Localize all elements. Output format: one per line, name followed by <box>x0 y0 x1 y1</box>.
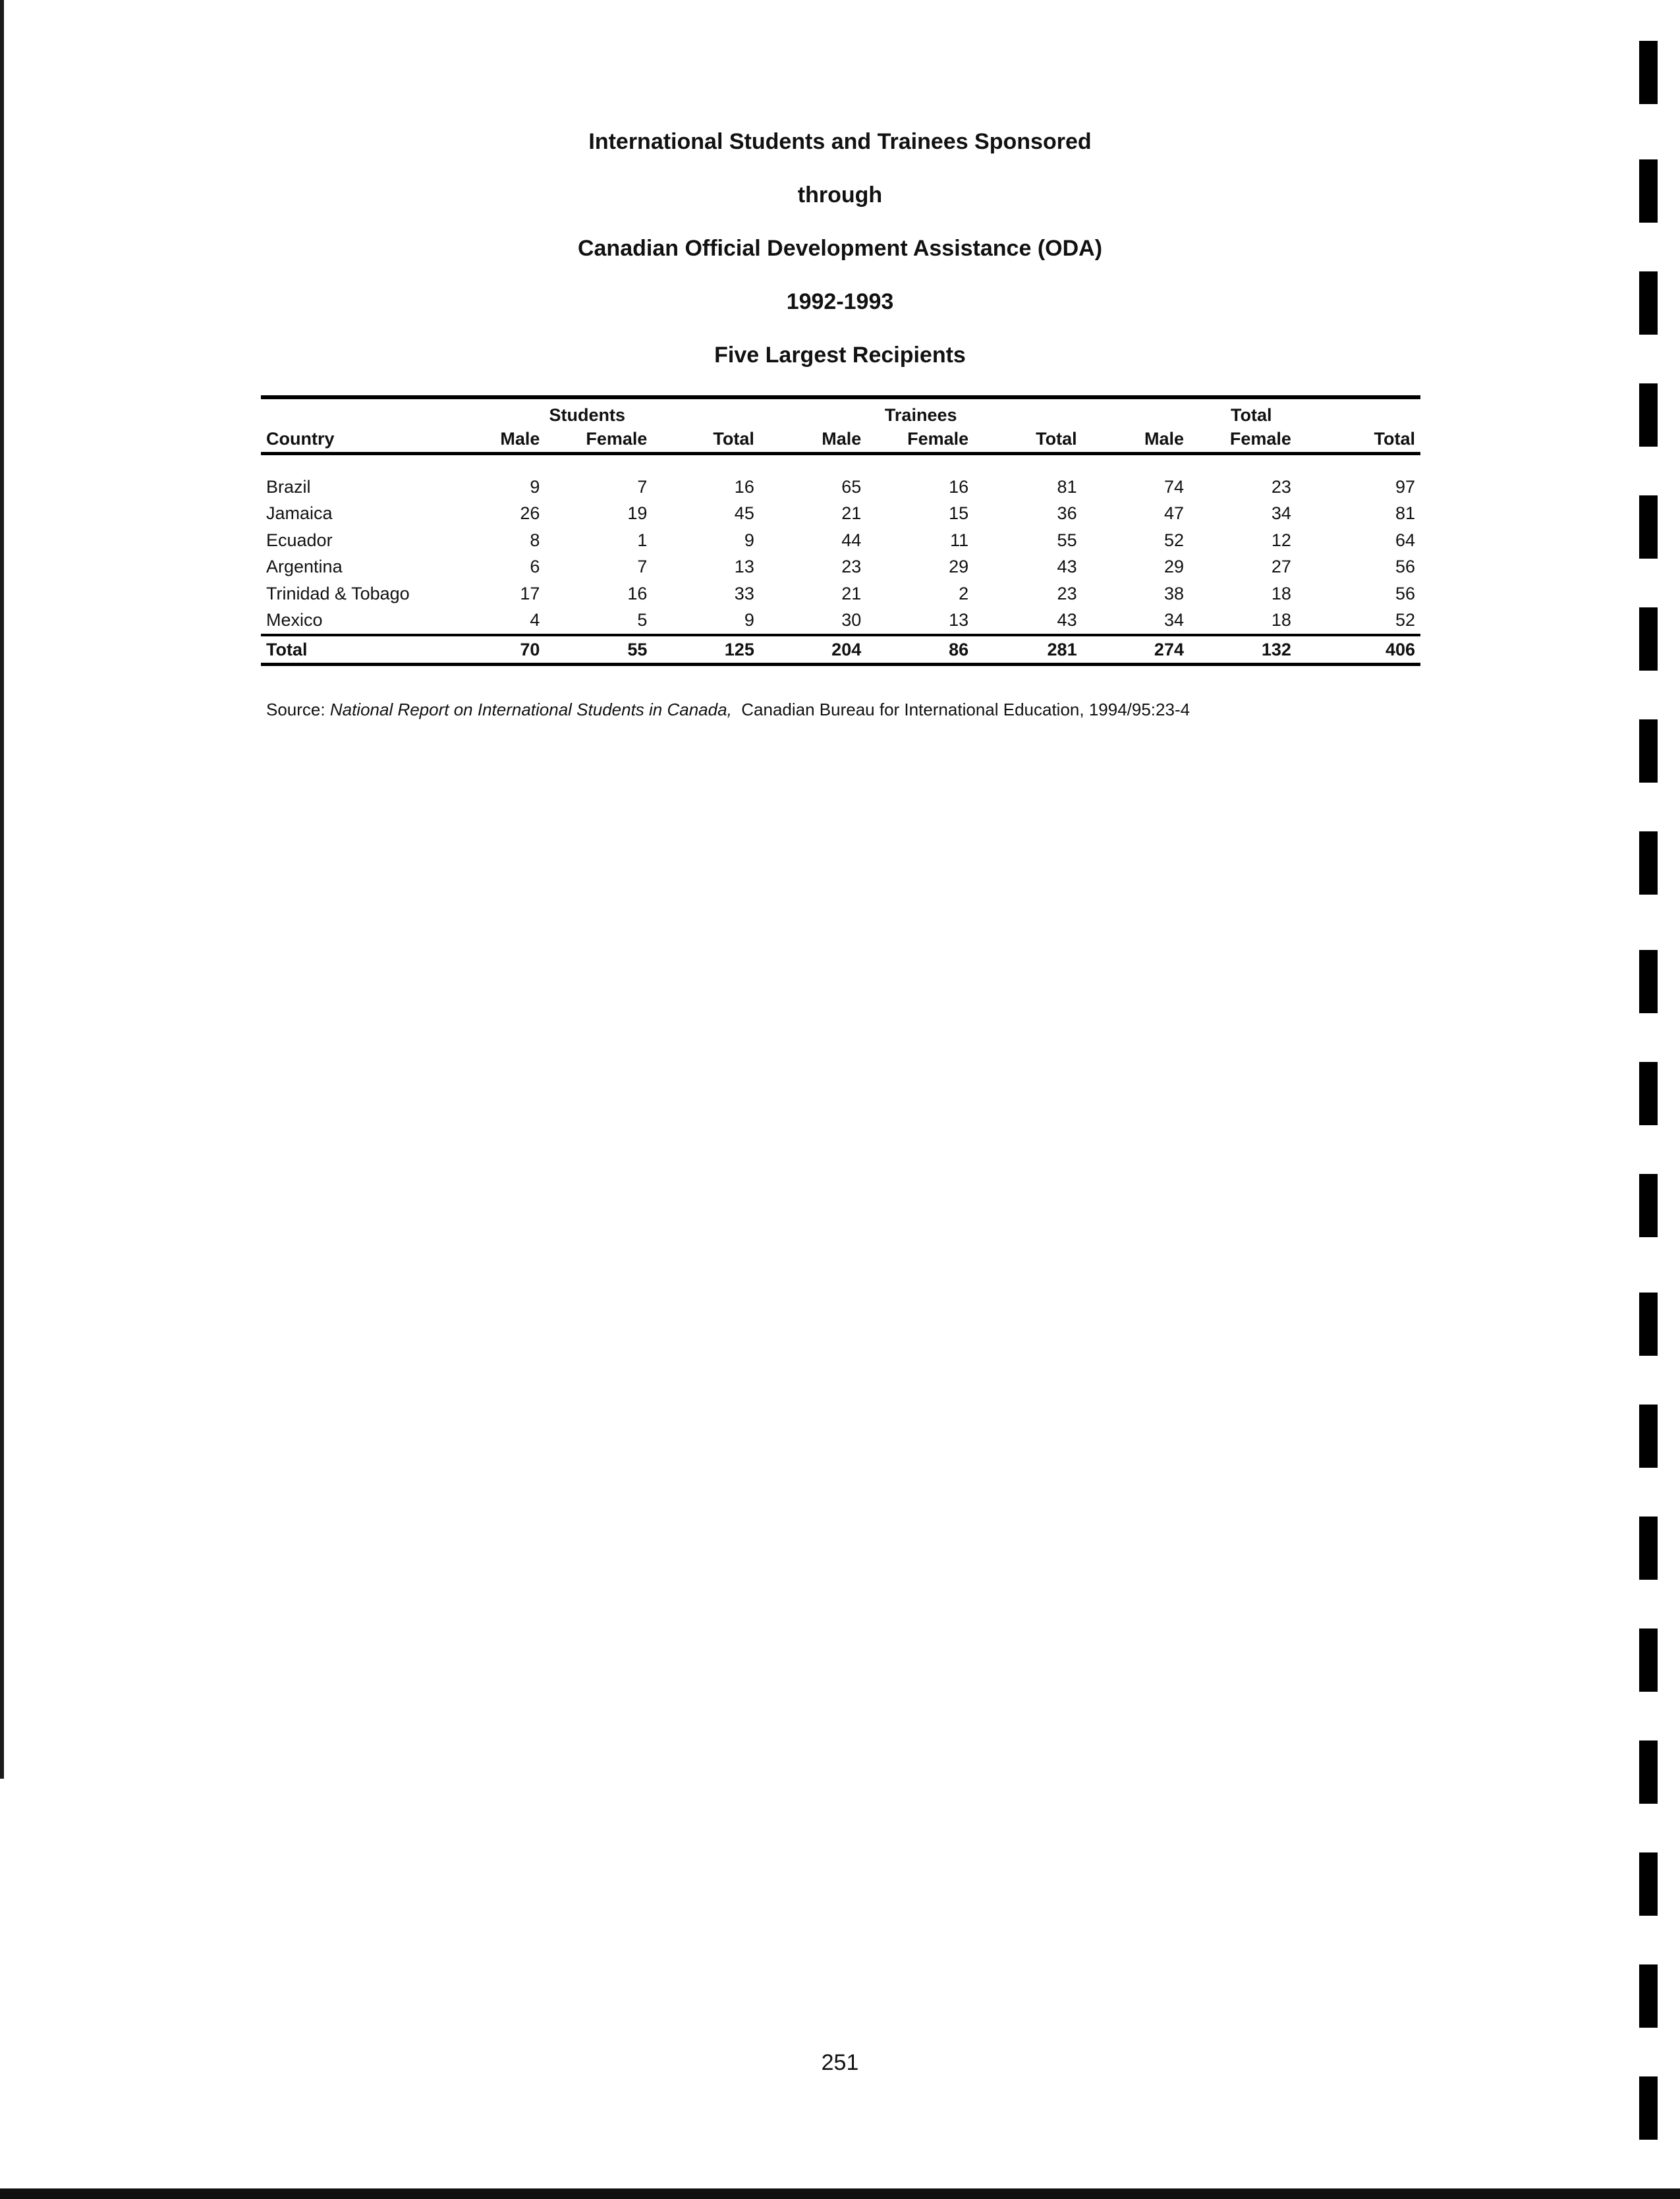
column-header: Total <box>1036 428 1077 449</box>
table-row <box>261 474 1420 501</box>
column-header: Total <box>1374 428 1415 449</box>
total-cell: 204 <box>831 639 862 659</box>
table-cell: 15 <box>949 503 969 524</box>
source-note <box>266 700 1190 720</box>
table-cell: 9 <box>530 476 540 497</box>
table-cell: 43 <box>1057 610 1077 630</box>
table-cell-country: Mexico <box>266 610 323 630</box>
table-cell: 74 <box>1163 476 1184 497</box>
column-header: Male <box>822 428 862 449</box>
table-cell: 16 <box>734 476 754 497</box>
spacer-row <box>261 454 1420 474</box>
table-title: Five Largest Recipients <box>714 343 966 368</box>
table-cell: 21 <box>841 503 862 524</box>
table-cell: 30 <box>841 610 862 630</box>
table-bottom-rule <box>261 663 1420 666</box>
table-cell: 26 <box>520 503 540 524</box>
group-header-students: Students <box>549 405 625 425</box>
binding-mark <box>1639 831 1658 895</box>
total-cell: 132 <box>1261 639 1291 659</box>
total-cell: 70 <box>520 639 540 659</box>
binding-mark <box>1639 950 1658 1013</box>
table-row <box>261 580 1420 607</box>
scan-edge-left <box>0 0 4 1779</box>
table-cell: 81 <box>1395 503 1415 524</box>
group-header-blank <box>261 399 415 426</box>
table-cell: 18 <box>1271 583 1291 603</box>
binding-mark <box>1639 1174 1658 1237</box>
table-cell: 11 <box>950 530 969 550</box>
table-cell: 34 <box>1271 503 1291 524</box>
table-cell: 52 <box>1395 610 1415 630</box>
binding-mark <box>1639 1062 1658 1125</box>
total-row-label: Total <box>266 639 308 659</box>
table-cell: 27 <box>1271 557 1291 577</box>
column-header: Country <box>266 428 335 449</box>
source-rest: Canadian Bureau for International Education, 1994/95:23-4 <box>731 700 1190 719</box>
scan-edge-bottom <box>0 2188 1680 2199</box>
page-title-line-2: through <box>797 182 883 208</box>
table-cell: 13 <box>949 610 969 630</box>
binding-mark <box>1639 495 1658 559</box>
table-cell: 29 <box>1163 557 1184 577</box>
recipients-table <box>261 399 1420 663</box>
column-header: Male <box>500 428 540 449</box>
table-cell: 81 <box>1057 476 1077 497</box>
binding-mark <box>1639 1293 1658 1356</box>
total-cell: 55 <box>627 639 648 659</box>
binding-mark <box>1639 1628 1658 1692</box>
table-cell: 44 <box>841 530 862 550</box>
table-cell: 7 <box>637 557 648 577</box>
source-title: National Report on International Students in Canada, <box>329 700 732 719</box>
page-title-line-4: 1992-1993 <box>786 289 894 314</box>
table-cell: 6 <box>530 557 540 577</box>
table-cell-country: Argentina <box>266 557 343 577</box>
page-number: 251 <box>821 2050 859 2075</box>
group-header-trainees: Trainees <box>884 405 957 425</box>
total-cell: 125 <box>724 639 754 659</box>
table-cell-country: Jamaica <box>266 503 333 524</box>
table-cell: 43 <box>1057 557 1077 577</box>
table-cell: 52 <box>1163 530 1184 550</box>
table-cell: 1 <box>637 530 648 550</box>
column-header: Female <box>1229 428 1291 449</box>
binding-mark <box>1639 2076 1658 2140</box>
table-cell: 21 <box>841 583 862 603</box>
total-cell: 281 <box>1047 639 1077 659</box>
table-cell: 47 <box>1163 503 1184 524</box>
table-cell: 9 <box>744 610 754 630</box>
table-cell: 7 <box>637 476 648 497</box>
table-cell: 8 <box>530 530 540 550</box>
table-cell: 18 <box>1271 610 1291 630</box>
table-cell: 97 <box>1395 476 1415 497</box>
table-cell: 17 <box>520 583 540 603</box>
table-cell: 23 <box>841 557 862 577</box>
table-cell: 2 <box>959 583 969 603</box>
table-total-row <box>261 635 1420 663</box>
total-cell: 406 <box>1385 639 1415 659</box>
table-cell: 16 <box>949 476 969 497</box>
binding-mark <box>1639 41 1658 104</box>
column-header: Male <box>1144 428 1184 449</box>
table-cell-country: Brazil <box>266 476 311 497</box>
group-header-row <box>261 399 1420 426</box>
table-cell: 9 <box>744 530 754 550</box>
table-cell: 33 <box>734 583 754 603</box>
table-row <box>261 554 1420 581</box>
table-cell: 55 <box>1057 530 1077 550</box>
table-cell: 29 <box>949 557 969 577</box>
binding-mark <box>1639 1964 1658 2028</box>
binding-mark <box>1639 383 1658 447</box>
data-table-container <box>261 395 1420 666</box>
column-header: Female <box>907 428 969 449</box>
table-cell: 13 <box>734 557 754 577</box>
page-title-line-3: Canadian Official Development Assistance (ODA) <box>577 236 1103 261</box>
total-cell: 274 <box>1154 639 1184 659</box>
total-cell: 86 <box>949 639 969 659</box>
table-cell: 23 <box>1271 476 1291 497</box>
table-row <box>261 501 1420 528</box>
page-title-line-1: International Students and Trainees Sponsored <box>588 129 1092 154</box>
column-header: Total <box>713 428 754 449</box>
table-cell: 38 <box>1163 583 1184 603</box>
table-cell-country: Ecuador <box>266 530 333 550</box>
table-cell: 5 <box>637 610 648 630</box>
table-cell: 12 <box>1271 530 1291 550</box>
table-cell: 64 <box>1395 530 1415 550</box>
binding-mark <box>1639 607 1658 671</box>
column-header: Female <box>586 428 648 449</box>
table-cell: 16 <box>627 583 648 603</box>
source-prefix: Source: <box>266 700 330 719</box>
binding-mark <box>1639 1517 1658 1580</box>
table-cell: 65 <box>841 476 862 497</box>
binding-mark <box>1639 1740 1658 1804</box>
group-header-total: Total <box>1231 405 1272 425</box>
table-cell-country: Trinidad & Tobago <box>266 583 410 603</box>
binding-mark <box>1639 719 1658 783</box>
table-cell: 56 <box>1395 583 1415 603</box>
column-header-row <box>261 426 1420 454</box>
table-cell: 4 <box>530 610 540 630</box>
table-row <box>261 607 1420 636</box>
table-cell: 19 <box>627 503 648 524</box>
table-cell: 34 <box>1163 610 1184 630</box>
binding-mark <box>1639 1852 1658 1916</box>
table-cell: 36 <box>1057 503 1077 524</box>
table-cell: 56 <box>1395 557 1415 577</box>
table-row <box>261 527 1420 554</box>
table-cell: 23 <box>1057 583 1077 603</box>
binding-mark <box>1639 1405 1658 1468</box>
table-cell: 45 <box>734 503 754 524</box>
